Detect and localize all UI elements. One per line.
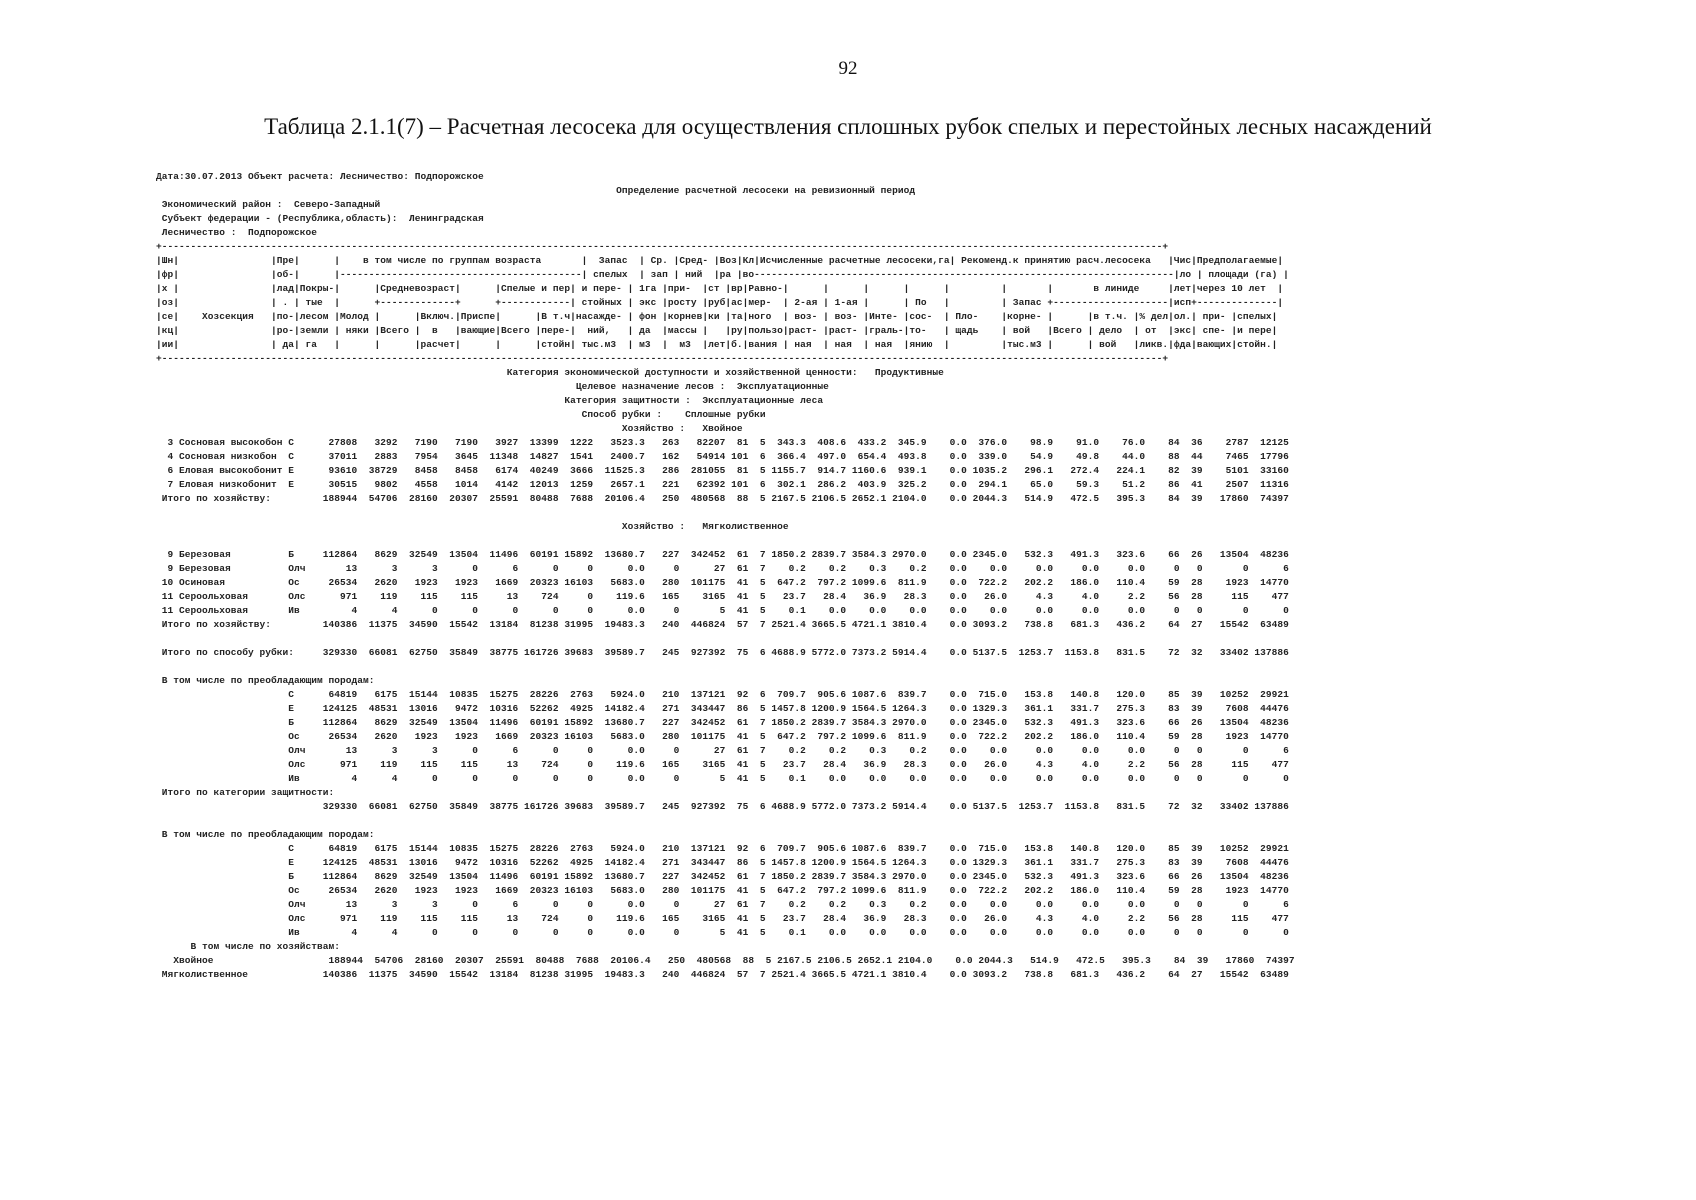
report-line: 11 Сероольховая Олс 971 119 115 115 13 724 0 119.6 165 3165 41 5 23.7 28.4 36.9 28.3 0.0 26.0 4.3 4.0 2.2 56 28 115 477	[156, 591, 1289, 602]
report-line: С 64819 6175 15144 10835 15275 28226 2763 5924.0 210 137121 92 6 709.7 905.6 1087.6 839.7 0.0 715.0 153.8 140.8 120.0 85 39 10252 29921	[156, 843, 1289, 854]
report-line: Ос 26534 2620 1923 1923 1669 20323 16103 5683.0 280 101175 41 5 647.2 797.2 1099.6 811.9 0.0 722.2 202.2 186.0 110.4 59 28 1923 14770	[156, 885, 1289, 896]
report-line: +------------------------------------------------------------------------------------------------------------------------------------------------------------------------------+	[156, 353, 1169, 364]
report-line: 3 Сосновая высокобон С 27808 3292 7190 7190 3927 13399 1222 3523.3 263 82207 81 5 343.3 408.6 433.2 345.9 0.0 376.0 98.9 91.0 76.0 84 36 2787 12125	[156, 437, 1289, 448]
report-line: Мягколиственное 140386 11375 34590 15542 13184 81238 31995 19483.3 240 446824 57 7 2521.4 3665.5 4721.1 3810.4 0.0 3093.2 738.8 681.3 436.2 64 27 15542 63489	[156, 969, 1289, 980]
report-line: Е 124125 48531 13016 9472 10316 52262 4925 14182.4 271 343447 86 5 1457.8 1200.9 1564.5 1264.3 0.0 1329.3 361.1 331.7 275.3 83 39 7608 44476	[156, 857, 1289, 868]
report-line: +------------------------------------------------------------------------------------------------------------------------------------------------------------------------------+	[156, 241, 1169, 252]
report-line: 7 Еловая низкобонит Е 30515 9802 4558 1014 4142 12013 1259 2657.1 221 62392 101 6 302.1 286.2 403.9 325.2 0.0 294.1 65.0 59.3 51.2 86 41 2507 11316	[156, 479, 1289, 490]
report-line: 4 Сосновая низкобон С 37011 2883 7954 3645 11348 14827 1541 2400.7 162 54914 101 6 366.4 497.0 654.4 493.8 0.0 339.0 54.9 49.8 44.0 88 44 7465 17796	[156, 451, 1289, 462]
report-line: Дата:30.07.2013 Объект расчета: Лесничество: Подпорожское	[156, 171, 484, 182]
report-line: 10 Осиновая Ос 26534 2620 1923 1923 1669 20323 16103 5683.0 280 101175 41 5 647.2 797.2 1099.6 811.9 0.0 722.2 202.2 186.0 110.4 59 28 1923 14770	[156, 577, 1289, 588]
report-line: |кц| |ро-|земли | няки |Всего | в |вающие|Всего |пере-| ний, | да |массы | |ру|пользо|раст- |раст- |граль-|то- | щадь | вой |Всего | дело | от |экс| спе- |и пере|	[156, 325, 1278, 336]
report-line: Категория защитности : Эксплуатационные леса	[156, 395, 824, 406]
report-line: Хозяйство : Хвойное	[156, 423, 743, 434]
report-line: Олс 971 119 115 115 13 724 0 119.6 165 3165 41 5 23.7 28.4 36.9 28.3 0.0 26.0 4.3 4.0 2.2 56 28 115 477	[156, 913, 1289, 924]
report-line: |Шн| |Пре| | в том числе по группам возраста | Запас | Ср. |Сред- |Воз|Кл|Исчисленные расчетные лесосеки,га| Рекоменд.к принятию расч.лесосека |Чис|Предполагаемые|	[156, 255, 1284, 266]
report-line: Ив 4 4 0 0 0 0 0 0.0 0 5 41 5 0.1 0.0 0.0 0.0 0.0 0.0 0.0 0.0 0.0 0 0 0 0	[156, 773, 1289, 784]
report-line	[156, 814, 1295, 828]
report-line: |оз| | . | тые | +-------------+ +------------| стойных | экс |росту |руб|ас|мер- | 2-ая | 1-ая | | По | | Запас +--------------------|исп+--------------|	[156, 297, 1284, 308]
report-line: Итого по категории защитности:	[156, 787, 335, 798]
report-line: 9 Березовая Олч 13 3 3 0 6 0 0 0.0 0 27 61 7 0.2 0.2 0.3 0.2 0.0 0.0 0.0 0.0 0.0 0 0 0 6	[156, 563, 1289, 574]
report-line: Целевое назначение лесов : Эксплуатационные	[156, 381, 829, 392]
report-line: |се| Хозсекция |по-|лесом |Молод | |Включ.|Приспе| |В т.ч|насажде- | фон |корнев|ки |та|ного | воз- | воз- |Инте- |сос- | Пло- |корне- | |в т.ч. |% дел|ол.| при- |спелых|	[156, 311, 1278, 322]
report-line: В том числе по хозяйствам:	[156, 941, 341, 952]
report-line: Итого по хозяйству: 188944 54706 28160 20307 25591 80488 7688 20106.4 250 480568 88 5 2167.5 2106.5 2652.1 2104.0 0.0 2044.3 514.9 472.5 395.3 84 39 17860 74397	[156, 493, 1289, 504]
report-line: Экономический район : Северо-Западный	[156, 199, 381, 210]
report-line: Лесничество : Подпорожское	[156, 227, 318, 238]
report-line: 9 Березовая Б 112864 8629 32549 13504 11496 60191 15892 13680.7 227 342452 61 7 1850.2 2839.7 3584.3 2970.0 0.0 2345.0 532.3 491.3 323.6 66 26 13504 48236	[156, 549, 1289, 560]
page-number: 92	[838, 58, 858, 79]
report-line: Способ рубки : Сплошные рубки	[156, 409, 766, 420]
report-line: Категория экономической доступности и хозяйственной ценности: Продуктивные	[156, 367, 944, 378]
report-line: Ив 4 4 0 0 0 0 0 0.0 0 5 41 5 0.1 0.0 0.0 0.0 0.0 0.0 0.0 0.0 0.0 0 0 0 0	[156, 927, 1289, 938]
report-line: Субъект федерации - (Республика,область): Ленинградская	[156, 213, 484, 224]
report-line: С 64819 6175 15144 10835 15275 28226 2763 5924.0 210 137121 92 6 709.7 905.6 1087.6 839.7 0.0 715.0 153.8 140.8 120.0 85 39 10252 29921	[156, 689, 1289, 700]
report-line: 6 Еловая высокобонит Е 93610 38729 8458 8458 6174 40249 3666 11525.3 286 281055 81 5 1155.7 914.7 1160.6 939.1 0.0 1035.2 296.1 272.4 224.1 82 39 5101 33160	[156, 465, 1289, 476]
report-line: Ос 26534 2620 1923 1923 1669 20323 16103 5683.0 280 101175 41 5 647.2 797.2 1099.6 811.9 0.0 722.2 202.2 186.0 110.4 59 28 1923 14770	[156, 731, 1289, 742]
report-line: Определение расчетной лесосеки на ревизионный период	[156, 185, 916, 196]
report-line: Олс 971 119 115 115 13 724 0 119.6 165 3165 41 5 23.7 28.4 36.9 28.3 0.0 26.0 4.3 4.0 2.2 56 28 115 477	[156, 759, 1289, 770]
report-line: В том числе по преобладающим породам:	[156, 829, 375, 840]
report-line	[156, 506, 1295, 520]
table-title: Таблица 2.1.1(7) – Расчетная лесосека для осуществления сплошных рубок спелых и перестойных лесных насаждений	[264, 114, 1432, 139]
report-line: |фр| |об-| |------------------------------------------| спелых | зап | ний |ра |во-------------------------------------------------------------------------|ло | площади (га) |	[156, 269, 1289, 280]
report-line: Б 112864 8629 32549 13504 11496 60191 15892 13680.7 227 342452 61 7 1850.2 2839.7 3584.3 2970.0 0.0 2345.0 532.3 491.3 323.6 66 26 13504 48236	[156, 871, 1289, 882]
report-line: 11 Сероольховая Ив 4 4 0 0 0 0 0 0.0 0 5 41 5 0.1 0.0 0.0 0.0 0.0 0.0 0.0 0.0 0.0 0 0 0 0	[156, 605, 1289, 616]
report-printout	[156, 170, 1295, 982]
report-line: Е 124125 48531 13016 9472 10316 52262 4925 14182.4 271 343447 86 5 1457.8 1200.9 1564.5 1264.3 0.0 1329.3 361.1 331.7 275.3 83 39 7608 44476	[156, 703, 1289, 714]
report-line	[156, 632, 1295, 646]
report-line: В том числе по преобладающим породам:	[156, 675, 375, 686]
report-line: Б 112864 8629 32549 13504 11496 60191 15892 13680.7 227 342452 61 7 1850.2 2839.7 3584.3 2970.0 0.0 2345.0 532.3 491.3 323.6 66 26 13504 48236	[156, 717, 1289, 728]
report-line: Итого по способу рубки: 329330 66081 62750 35849 38775 161726 39683 39589.7 245 927392 75 6 4688.9 5772.0 7373.2 5914.4 0.0 5137.5 1253.7 1153.8 831.5 72 32 33402 137886	[156, 647, 1289, 658]
report-line: Итого по хозяйству: 140386 11375 34590 15542 13184 81238 31995 19483.3 240 446824 57 7 2521.4 3665.5 4721.1 3810.4 0.0 3093.2 738.8 681.3 436.2 64 27 15542 63489	[156, 619, 1289, 630]
report-line: Хозяйство : Мягколиственное	[156, 521, 789, 532]
report-line: Олч 13 3 3 0 6 0 0 0.0 0 27 61 7 0.2 0.2 0.3 0.2 0.0 0.0 0.0 0.0 0.0 0 0 0 6	[156, 745, 1289, 756]
report-line	[156, 660, 1295, 674]
report-line: |х | |лад|Покры-| |Средневозраст| |Спелые и пер| и пере- | 1га |при- |ст |вр|Равно-| | | | | | | в линиде |лет|через 10 лет |	[156, 283, 1284, 294]
report-line: 329330 66081 62750 35849 38775 161726 39683 39589.7 245 927392 75 6 4688.9 5772.0 7373.2 5914.4 0.0 5137.5 1253.7 1153.8 831.5 72 32 33402 137886	[156, 801, 1289, 812]
report-line: Хвойное 188944 54706 28160 20307 25591 80488 7688 20106.4 250 480568 88 5 2167.5 2106.5 2652.1 2104.0 0.0 2044.3 514.9 472.5 395.3 84 39 17860 74397	[156, 955, 1295, 966]
report-line: Олч 13 3 3 0 6 0 0 0.0 0 27 61 7 0.2 0.2 0.3 0.2 0.0 0.0 0.0 0.0 0.0 0 0 0 6	[156, 899, 1289, 910]
report-line: |ии| | да| га | | |расчет| | |стойн| тыс.м3 | м3 | м3 |лет|б.|вания | ная | ная | ная |янию | |тыс.м3 | | вой |ликв.|фда|вающих|стойн.|	[156, 339, 1278, 350]
report-line	[156, 534, 1295, 548]
